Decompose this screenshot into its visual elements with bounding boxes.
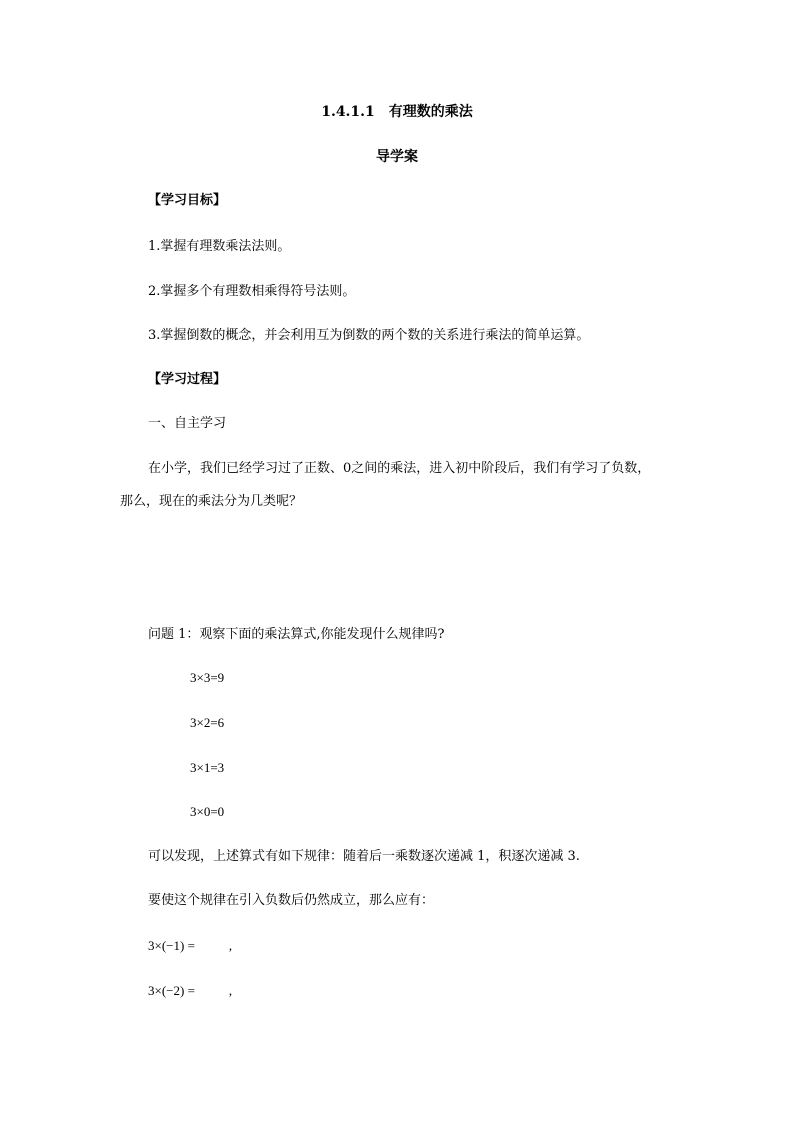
part-one-heading: 一、自主学习	[148, 416, 227, 431]
objective-item-2: 2.掌握多个有理数相乘得符号法则。	[148, 284, 356, 299]
intro-paragraph-line-2: 那么，现在的乘法分为几类呢？	[120, 494, 303, 509]
requirement-text: 要使这个规律在引入负数后仍然成立，那么应有：	[148, 893, 435, 908]
fill-blank-1-expression: 3×(−1) =	[148, 938, 195, 953]
objective-item-3: 3.掌握倒数的概念，并会利用互为倒数的两个数的关系进行乘法的简单运算。	[148, 328, 590, 343]
objective-item-1: 1.掌握有理数乘法法则。	[148, 239, 291, 254]
objectives-heading: 【学习目标】	[148, 193, 227, 208]
question-1-prompt: 问题 1：观察下面的乘法算式,你能发现什么规律吗?	[148, 627, 445, 642]
fill-blank-1-tail: ,	[228, 938, 233, 953]
fill-blank-2	[148, 983, 232, 999]
fill-blank-1	[148, 938, 232, 954]
pattern-finding: 可以发现，上述算式有如下规律：随着后一乘数逐次递减 1，积逐次递减 3.	[148, 849, 580, 864]
fill-blank-2-expression: 3×(−2) =	[148, 983, 195, 998]
equation-4: 3×0=0	[190, 804, 225, 819]
intro-paragraph-line-1: 在小学，我们已经学习过了正数、0之间的乘法，进入初中阶段后，我们有学习了负数，	[148, 461, 651, 476]
section-title: 有理数的乘法	[388, 104, 473, 120]
fill-blank-2-tail: ,	[228, 983, 233, 998]
process-heading: 【学习过程】	[148, 372, 227, 387]
equation-1: 3×3=9	[190, 670, 225, 685]
equation-2: 3×2=6	[190, 715, 225, 730]
document-subtitle: 导学案	[376, 149, 418, 165]
equation-3: 3×1=3	[190, 760, 225, 775]
section-number: 1.4.1.1	[321, 104, 375, 120]
document-title	[0, 104, 794, 120]
